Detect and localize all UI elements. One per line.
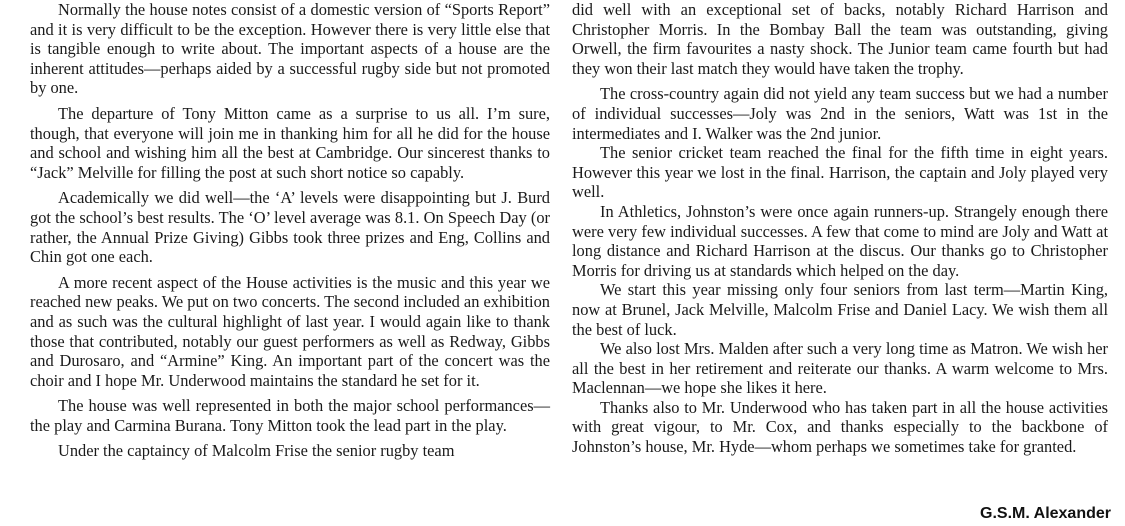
paragraph-departing-seniors: We start this year missing only four seniors from last term—Martin King, now at Brunel, Jack Melville, Malcolm Frise and Daniel Lacy. We wish them all the best of luck. <box>572 280 1108 339</box>
paragraph-cricket: The senior cricket team reached the final for the fifth time in eight years. However this year we lost in the final. Harrison, the captain and Joly played very well. <box>572 143 1108 202</box>
paragraph-rugby-continued: did well with an exceptional set of backs, notably Richard Harrison and Christopher Morris. In the Bombay Ball the team was outstanding, giving Orwell, the firm favourites a nasty shock. The Junior team came fourth but had they won their last match they would have taken the trophy. <box>572 0 1108 78</box>
paragraph-academics: Academically we did well—the ‘A’ levels were disappointing but J. Burd got the school’s best results. The ‘O’ level average was 8.1. On Speech Day (or rather, the Annual Prize Giving) Gibbs took three prizes and Eng, Collins and Chin got one each. <box>30 188 550 267</box>
paragraph-music: A more recent aspect of the House activities is the music and this year we reached new peaks. We put on two concerts. The second included an exhibition and as such was the cultural highlight of last year. I would again like to thank those that contributed, notably our guest performers as well as Redway, Gibbs and Durosaro, and “Armine” King. An important part of the concert was the choir and I hope Mr. Underwood maintains the standard he set for it. <box>30 272 550 390</box>
author-credit: G.S.M. Alexander <box>980 505 1111 522</box>
paragraph-performances: The house was well represented in both the major school performances—the play and Carmina Burana. Tony Mitton took the lead part in the play. <box>30 396 550 435</box>
paragraph-cross-country: The cross-country again did not yield any team success but we had a number of individual successes—Joly was 2nd in the seniors, Watt was 1st in the intermediates and I. Walker was the 2nd junior. <box>572 84 1108 143</box>
paragraph-rugby-start: Under the captaincy of Malcolm Frise the senior rugby team <box>58 441 455 461</box>
paragraph-tony-mitton: The departure of Tony Mitton came as a surprise to us all. I’m sure, though, that everyone will join me in thanking him for all he did for the house and school and wishing him all the best at Cambridge. Our sincerest thanks to “Jack” Melville for filling the post at such short notice so capably. <box>30 103 550 182</box>
paragraph-house-notes: Normally the house notes consist of a domestic version of “Sports Report” and it is very difficult to be the exception. However there is very little else that is tangible enough to write about. The important aspects of a house are the inherent attitudes—perhaps aided by a successful rugby side but not promoted by one. <box>30 0 550 98</box>
right-column <box>572 0 1108 457</box>
paragraph-athletics: In Athletics, Johnston’s were once again runners-up. Strangely enough there were very few individual successes. A few that come to mind are Joly and Watt at long distance and Richard Harrison at the discus. Our thanks go to Christopher Morris for driving us at standards which helped on the day. <box>572 201 1108 280</box>
left-column <box>30 0 550 461</box>
paragraph-matron: We also lost Mrs. Malden after such a very long time as Matron. We wish her all the best in her retirement and reiterate our thanks. A warm welcome to Mrs. Maclennan—we hope she likes it here. <box>572 339 1108 398</box>
paragraph-thanks: Thanks also to Mr. Underwood who has taken part in all the house activities with great vigour, to Mr. Cox, and thanks especially to the backbone of Johnston’s house, Mr. Hyde—whom perhaps we sometimes take for granted. <box>572 397 1108 457</box>
